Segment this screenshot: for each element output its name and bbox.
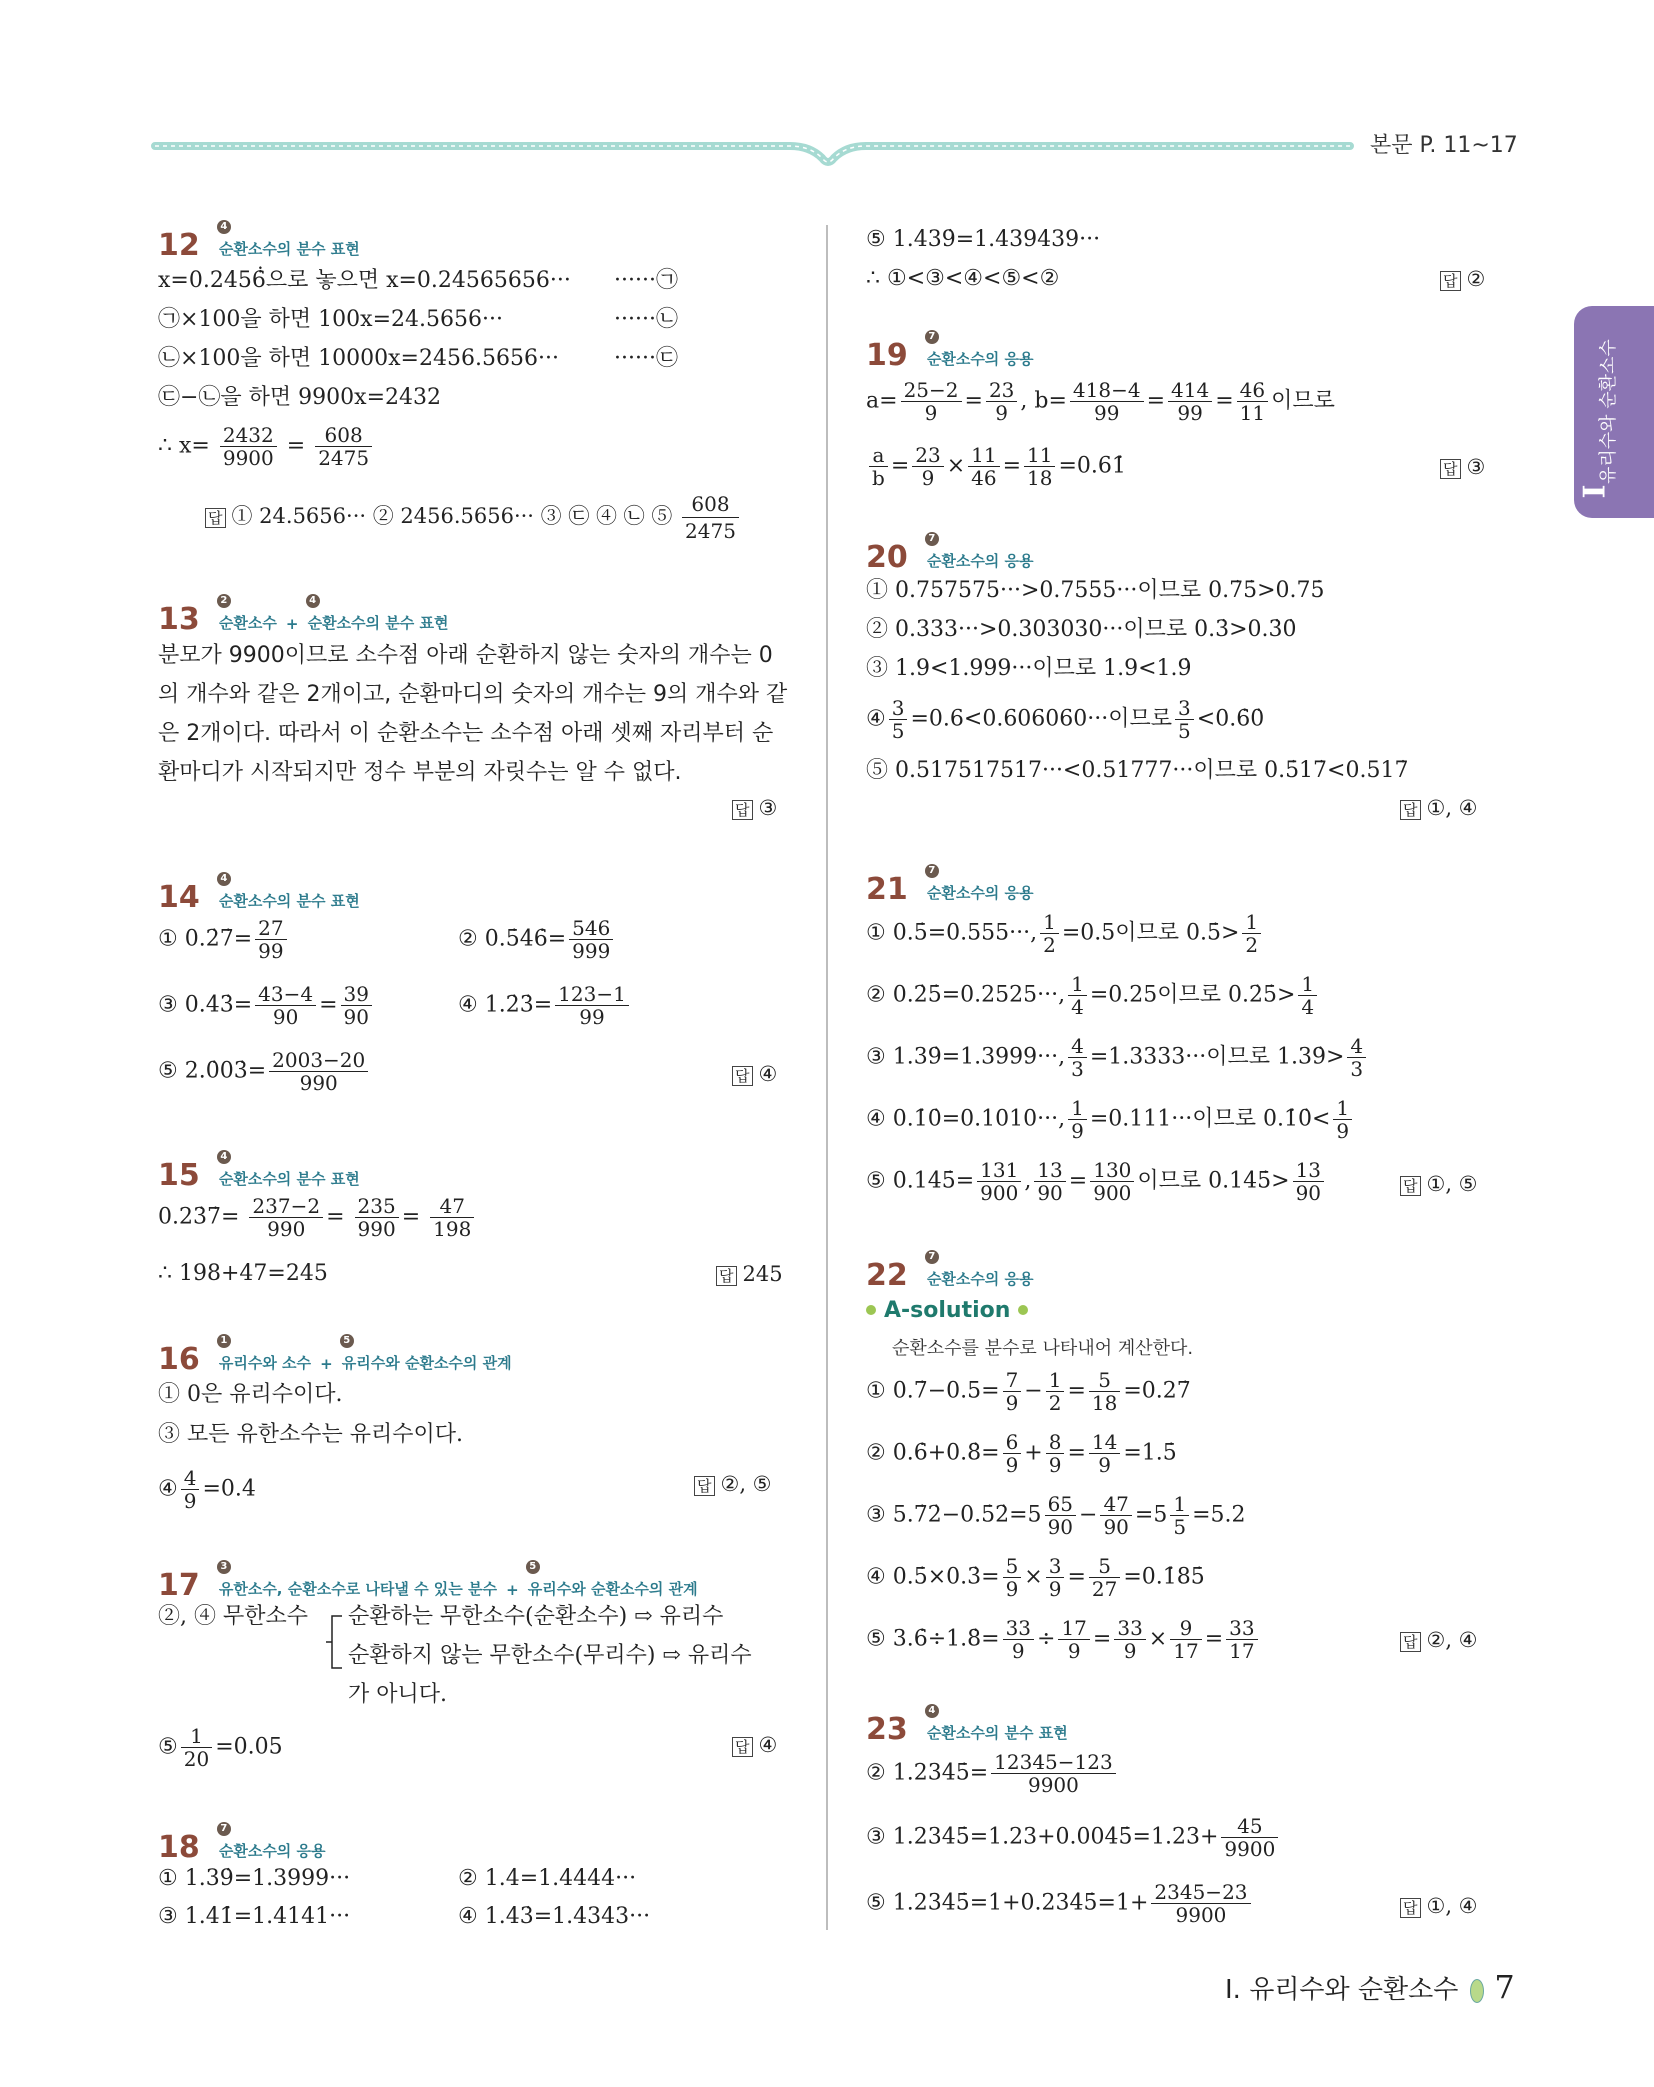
problem-17: 17 3 유한소수, 순환소수로 나타낼 수 있는 분수 + 5 유리수와 순환소수의 관계 bbox=[158, 1561, 698, 1603]
problem-number: 21 bbox=[866, 872, 908, 907]
p17-case1: 순환하는 무한소수(순환소수) ⇨ 유리수 bbox=[348, 1604, 724, 1629]
p17-line2: ⑤ $\frac{1}{20}$ =0.05 bbox=[158, 1724, 283, 1771]
leaf-icon bbox=[1470, 1979, 1484, 2003]
problem-16: 16 1 유리수와 소수 + 5 유리수와 순환소수의 관계 bbox=[158, 1335, 512, 1377]
problem-number: 14 bbox=[158, 880, 200, 915]
p21-item2: ② 0.2̇5̇=0.2525···, $\frac{1}{4}$ =0.25이므로 0.2̇5̇> $\frac{1}{4}$ bbox=[866, 974, 1320, 1017]
p20-item1: ① 0.757575···>0.7555···이므로 0.7̇5̇>0.75̇ bbox=[866, 578, 1325, 603]
p14-item4: ④ 1.2̇3̇= $\frac{123-1}{99}$ bbox=[458, 984, 632, 1027]
problem-number: 18 bbox=[158, 1830, 200, 1865]
p23-item1: ② 1.234̇5̇= $\frac{12345-123}{9900}$ bbox=[866, 1752, 1119, 1795]
problem-20 bbox=[866, 533, 1034, 575]
p20-answer: 답 ①, ④ bbox=[1400, 796, 1478, 820]
p12-line3: ㉡×100을 하면 10000x=2456.5656··· bbox=[158, 346, 559, 371]
problem-tag: 4 순환소수의 분수 표현 bbox=[218, 221, 360, 258]
p17-line1: ②, ④ 무한소수 bbox=[158, 1604, 308, 1629]
p22-item2: ② 0.6̇+0.8̇= $\frac{6}{9}$ + $\frac{8}{9}$ = $\frac{14}{9}$ =1.5̇ bbox=[866, 1430, 1177, 1477]
page-number: 7 bbox=[1494, 1968, 1515, 2006]
problem-number: 15 bbox=[158, 1158, 200, 1193]
p21-item1: ① 0.5̇=0.555···, $\frac{1}{2}$ =0.5이므로 0.5̇> $\frac{1}{2}$ bbox=[866, 912, 1264, 955]
problem-tag: 4 순환소수의 분수 표현 bbox=[926, 1705, 1068, 1742]
p12-mark3: ······㉢ bbox=[614, 346, 678, 371]
p12-mark1: ······㉠ bbox=[614, 268, 678, 293]
p16-answer: 답 ②, ⑤ bbox=[694, 1472, 772, 1496]
a-solution-text: 순환소수를 분수로 나타내어 계산한다. bbox=[892, 1338, 1194, 1359]
tag-badge: 4 bbox=[217, 220, 231, 234]
p17-case2: 순환하지 않는 무한소수(무리수) ⇨ 유리수 bbox=[348, 1643, 752, 1668]
problem-14 bbox=[158, 873, 360, 915]
p18-item2: ② 1.4̇=1.4444··· bbox=[458, 1866, 637, 1891]
page-reference: 본문 P. 11~17 bbox=[1370, 133, 1518, 158]
p22-item5: ⑤ 3.6̇÷1.8̇= $\frac{33}{9}$ ÷ $\frac{17}{9}$ = $\frac{33}{9}$ × $\frac{9}{17}$ = $\frac{33}{17}$ bbox=[866, 1618, 1261, 1661]
problem-tag: 4 순환소수의 분수 표현 bbox=[218, 873, 360, 910]
p23-answer: 답 ①, ④ bbox=[1400, 1894, 1478, 1918]
header-divider-line bbox=[0, 120, 1360, 180]
p16-line2: ③ 모든 유한소수는 유리수이다. bbox=[158, 1422, 463, 1447]
p21-item4: ④ 0.1̇0̇=0.1010···, $\frac{1}{9}$ =0.111···이므로 0.1̇0̇< $\frac{1}{9}$ bbox=[866, 1098, 1355, 1141]
p12-answer: 답 ① 24.5656··· ② 2456.5656··· ③ ㉢ ④ ㉡ ⑤ $\frac{608}{2475}$ bbox=[205, 492, 742, 543]
p17-brace bbox=[326, 1612, 346, 1672]
problem-number: 19 bbox=[866, 338, 908, 373]
footer-chapter: I. 유리수와 순환소수 bbox=[1225, 1975, 1459, 2005]
p18-item5: ⑤ 1.4̇39̇=1.439439··· bbox=[866, 227, 1101, 252]
problem-number: 13 bbox=[158, 602, 200, 637]
column-divider bbox=[826, 225, 828, 1930]
p23-item2: ③ 1.234̇5̇=1.23+0.004̇5̇=1.23+ $\frac{45}{9900}$ bbox=[866, 1816, 1281, 1859]
page-footer bbox=[1225, 1968, 1515, 2006]
p15-line2: ∴ 198+47=245 bbox=[158, 1261, 328, 1286]
problem-22 bbox=[866, 1251, 1034, 1293]
fraction: $\frac{2432}{9900}$ bbox=[220, 425, 277, 468]
p16-line3: ④ $\frac{4}{9}$ =0.4̇ bbox=[158, 1466, 256, 1513]
problem-tag: 4 순환소수의 분수 표현 bbox=[307, 595, 449, 632]
p23-item3: ⑤ 1.234̇5̇=1+0.234̇5̇=1+ $\frac{2345-23}{9900}$ bbox=[866, 1882, 1254, 1925]
problem-13: 13 2 순환소수 + 4 순환소수의 분수 표현 bbox=[158, 595, 449, 637]
p19-line2: $\frac{a}{b}$ = $\frac{23}{9}$ × $\frac{11}{46}$ = $\frac{11}{18}$ =0.61̇ bbox=[866, 445, 1126, 488]
p20-item5: ⑤ 0.517517517···<0.51777···이므로 0.5̇17̇<0.517̇ bbox=[866, 758, 1409, 783]
answer-box: 답 bbox=[205, 508, 226, 528]
p18-line6: ∴ ①<③<④<⑤<② bbox=[866, 266, 1060, 291]
p14-item2: ② 0.5̇46̇= $\frac{546}{999}$ bbox=[458, 918, 616, 961]
problem-19 bbox=[866, 331, 1034, 373]
problem-number: 20 bbox=[866, 540, 908, 575]
p20-item3: ③ 1.9<1.999···이므로 1.9<1.9̇ bbox=[866, 656, 1192, 681]
p21-item5: ⑤ 0.14̇5̇= $\frac{131}{900}$ , $\frac{13}{90}$ = $\frac{130}{900}$ 이므로 0.14̇5̇> $\frac{13}{90}$ bbox=[866, 1160, 1327, 1203]
problem-tag: 4 순환소수의 분수 표현 bbox=[218, 1151, 360, 1188]
p17-case3: 가 아니다. bbox=[348, 1682, 447, 1707]
p18-item4: ④ 1.43̇=1.4343··· bbox=[458, 1904, 651, 1929]
problem-tag: 5 유리수와 순환소수의 관계 bbox=[341, 1335, 512, 1372]
problem-number: 17 bbox=[158, 1568, 200, 1603]
p22-item4: ④ 0.5̇×0.3̇= $\frac{5}{9}$ × $\frac{3}{9}$ = $\frac{5}{27}$ =0.1̇85̇ bbox=[866, 1554, 1205, 1601]
p17-answer: 답 ④ bbox=[732, 1733, 777, 1757]
p12-line2: ㉠×100을 하면 100x=24.5656··· bbox=[158, 307, 503, 332]
problem-tag: 1 유리수와 소수 bbox=[218, 1335, 312, 1372]
p18-item1: ① 1.39̇=1.3999··· bbox=[158, 1866, 351, 1891]
p14-item1: ① 0.2̇7̇= $\frac{27}{99}$ bbox=[158, 918, 290, 961]
side-tab-label: 유리수와 순환소수 bbox=[1598, 339, 1619, 484]
p22-item1: ① 0.7̇−0.5= $\frac{7}{9}$ − $\frac{1}{2}$ = $\frac{5}{18}$ =0.27̇ bbox=[866, 1368, 1191, 1415]
problem-23 bbox=[866, 1705, 1068, 1747]
chapter-side-tab[interactable] bbox=[1574, 306, 1654, 518]
p16-line1: ① 0은 유리수이다. bbox=[158, 1382, 343, 1407]
problem-21 bbox=[866, 865, 1034, 907]
problem-tag: 7 순환소수의 응용 bbox=[926, 533, 1034, 570]
p13-explanation: 분모가 9900이므로 소수점 아래 순환하지 않는 숫자의 개수는 0의 개수와 같은 2개이고, 순환마디의 숫자의 개수는 9의 개수와 같은 2개이다. 따라서 이 순환소수는 소수점 아래 셋째 자리부터 순환마디가 시작되지만 정수 부분의 자릿수는 알 수 없다. bbox=[158, 643, 788, 785]
p19-line1: a= $\frac{25-2}{9}$ = $\frac{23}{9}$ , b= $\frac{418-4}{99}$ = $\frac{414}{99}$ = $\frac{46}{11}$ 이므로 bbox=[866, 378, 1335, 425]
problem-tag: 3 유한소수, 순환소수로 나타낼 수 있는 분수 bbox=[218, 1561, 497, 1598]
problem-number: 16 bbox=[158, 1342, 200, 1377]
problem-number: 12 bbox=[158, 228, 200, 263]
problem-tag: 7 순환소수의 응용 bbox=[926, 865, 1034, 902]
problem-tag: 7 순환소수의 응용 bbox=[926, 331, 1034, 368]
p14-answer: 답 ④ bbox=[732, 1062, 777, 1086]
side-tab-roman: I bbox=[1577, 484, 1613, 499]
p19-answer: 답 ③ bbox=[1440, 455, 1485, 479]
p20-item2: ② 0.333···>0.303030···이므로 0.3̇>0.3̇0̇ bbox=[866, 617, 1297, 642]
p22-item3: ③ 5.7̇2̇−0.5̇2̇=5 $\frac{65}{90}$ − $\frac{47}{90}$ =5 $\frac{1}{5}$ =5.2 bbox=[866, 1492, 1246, 1539]
problem-number: 22 bbox=[866, 1258, 908, 1293]
problem-tag: 2 순환소수 bbox=[218, 595, 277, 632]
p22-answer: 답 ②, ④ bbox=[1400, 1628, 1478, 1652]
p15-answer: 답 245 bbox=[716, 1262, 783, 1286]
problem-15 bbox=[158, 1151, 360, 1193]
p21-item3: ③ 1.39̇=1.3999···, $\frac{4}{3}$ =1.3333···이므로 1.39̇> $\frac{4}{3}$ bbox=[866, 1036, 1369, 1079]
p12-line5: ∴ x= $\frac{2432}{9900}$ = $\frac{608}{2475}$ bbox=[158, 425, 375, 468]
p14-item5: ⑤ 2.0̇03̇= $\frac{2003-20}{990}$ bbox=[158, 1050, 371, 1093]
p12-mark2: ······㉡ bbox=[614, 307, 678, 332]
p13-answer: 답 ③ bbox=[732, 796, 777, 820]
problem-12 bbox=[158, 221, 360, 263]
problem-tag: 5 유리수와 순환소수의 관계 bbox=[527, 1561, 698, 1598]
a-solution-label: A-solution bbox=[858, 1298, 1036, 1323]
p21-answer: 답 ①, ⑤ bbox=[1400, 1172, 1478, 1196]
p15-line1: 0.23̇7̇= $\frac{237-2}{990}$ = $\frac{235}{990}$ = $\frac{47}{198}$ bbox=[158, 1196, 477, 1239]
p12-line4: ㉢−㉡을 하면 9900x=2432 bbox=[158, 385, 441, 410]
p18-answer: 답 ② bbox=[1440, 267, 1485, 291]
problem-tag: 7 순환소수의 응용 bbox=[926, 1251, 1034, 1288]
problem-tag: 7 순환소수의 응용 bbox=[218, 1823, 326, 1860]
problem-number: 23 bbox=[866, 1712, 908, 1747]
p14-item3: ③ 0.43̇= $\frac{43-4}{90}$ = $\frac{39}{90}$ bbox=[158, 984, 375, 1027]
p18-item3: ③ 1.4̇1̇=1.4141··· bbox=[158, 1904, 351, 1929]
fraction: $\frac{608}{2475}$ bbox=[315, 425, 372, 468]
p20-item4: ④ $\frac{3}{5}$ =0.6<0.606060···이므로 $\frac{3}{5}$ <0.6̇0̇ bbox=[866, 696, 1265, 743]
problem-18 bbox=[158, 1823, 326, 1865]
p12-line1: x=0.2456̇̇으로 놓으면 x=0.24565656··· bbox=[158, 268, 571, 293]
